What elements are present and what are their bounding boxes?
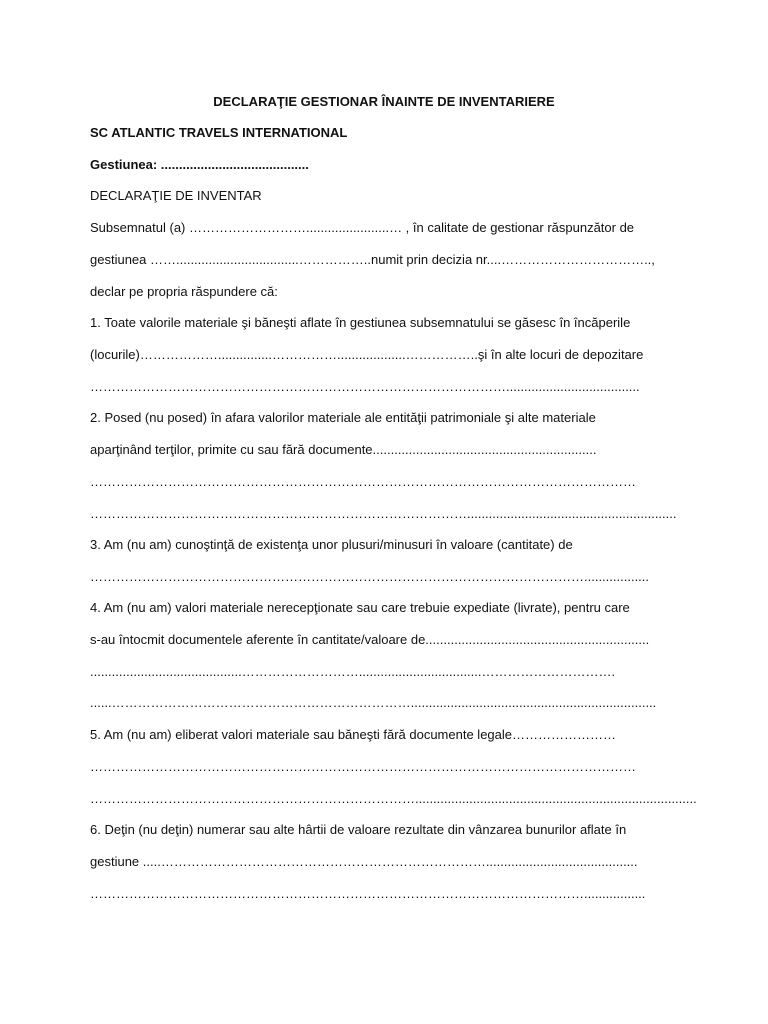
body-line: …………………………………………………………………………………………………….................. (90, 569, 650, 584)
body-line: 5. Am (nu am) eliberat valori materiale sau băneşti fără documente legale…………………… (90, 727, 616, 742)
document-subtitle: DECLARAŢIE DE INVENTAR (90, 188, 262, 203)
body-line: declar pe propria răspundere că: (90, 284, 278, 299)
body-line: s-au întocmit documentele aferente în cantitate/valoare de.............................................................. (90, 632, 650, 647)
body-line: ……………………………………………………………………………………..................................... (90, 379, 640, 394)
body-line: 6. Deţin (nu deţin) numerar sau alte hârtii de valoare rezultate din vânzarea bunurilor aflate în (90, 822, 627, 837)
body-line: 2. Posed (nu posed) în afara valorilor materiale ale entităţii patrimoniale şi alte materiale (90, 410, 596, 425)
company-name: SC ATLANTIC TRAVELS INTERNATIONAL (90, 125, 348, 140)
body-line: ……………………………………………………………………………………………………………… (90, 474, 636, 489)
body-line: gestiune .....………………………………………………………………….......................................... (90, 854, 638, 869)
body-line: Subsemnatul (a) ……………………….......................… , în calitate de gestionar răspunzător de (90, 220, 635, 235)
document-title: DECLARAŢIE GESTIONAR ÎNAINTE DE INVENTARIERE (213, 94, 555, 109)
body-line: ……………………………………………………………………………………………………................. (90, 886, 646, 901)
gestiunea-line: Gestiunea: ......................................... (90, 157, 309, 172)
body-line: …………………………………………………………………………….......................................................... (90, 506, 677, 521)
body-line: 1. Toate valorile materiale şi băneşti aflate în gestiunea subsemnatului se găsesc în încăperile (90, 315, 631, 330)
body-line: (locurile)………………...............……………...................……………..şi în alte locuri de depozitare (90, 347, 644, 362)
body-line: ………………………………………………………………….............................................................................. (90, 791, 697, 806)
body-line: ……………………………………………………………………………………………………………… (90, 759, 636, 774)
body-line: ..........................................………………………..................................…………………………. (90, 664, 616, 679)
body-line: gestiunea ……..................................……………..numit prin decizia nr....…………………………….., (90, 252, 655, 267)
body-line: 4. Am (nu am) valori materiale nerecepţionate sau care trebuie expediate (livrate), pentru care (90, 600, 630, 615)
body-line: aparţinând terţilor, primite cu sau fără documente.............................................................. (90, 442, 597, 457)
body-line: 3. Am (nu am) cunoştinţă de existenţa unor plusuri/minusuri în valoare (cantitate) de (90, 537, 573, 552)
body-line: ......…………………………………………………………….................................................................... (90, 695, 657, 710)
